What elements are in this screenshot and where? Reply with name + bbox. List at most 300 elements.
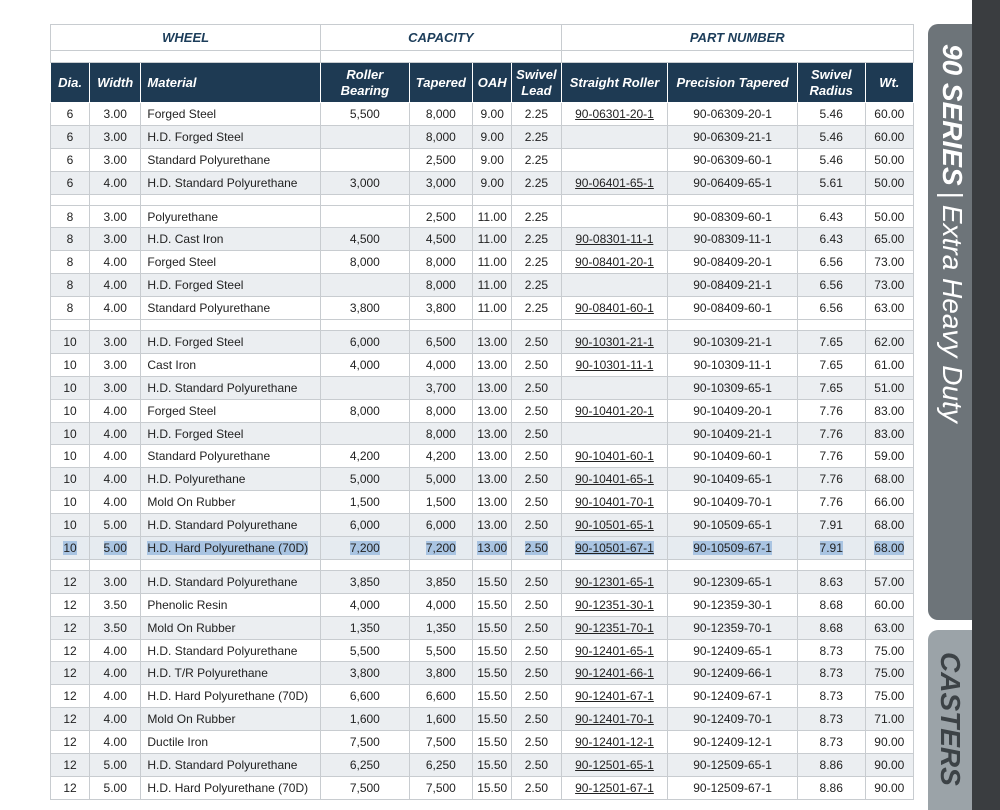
cell-width (90, 331, 141, 354)
cell-tapered (409, 616, 473, 639)
cell-material-text: H.D. Hard Polyurethane (70D) (147, 540, 309, 555)
cell-straight-roller-text[interactable]: 90-12401-67-1 (575, 689, 654, 704)
cell-roller-bearing-text: 4,000 (349, 597, 380, 612)
cell-width (90, 399, 141, 422)
cell-straight-roller[interactable] (561, 616, 668, 639)
cell-dia (51, 662, 90, 685)
cell-straight-roller-text[interactable]: 90-10501-65-1 (575, 518, 654, 533)
cell-width-text: 3.00 (103, 209, 127, 224)
cell-swivel-lead (512, 376, 561, 399)
cell-oah-text: 13.00 (477, 449, 508, 464)
cell-roller-bearing (321, 445, 409, 468)
cell-swivel-lead (512, 662, 561, 685)
cell-oah (473, 468, 512, 491)
cell-precision-tapered-text: 90-12409-67-1 (693, 689, 772, 704)
cell-swivel-lead-text: 2.50 (524, 334, 549, 349)
cell-swivel-lead-text: 2.25 (524, 152, 549, 167)
cell-wt (865, 171, 913, 194)
cell-straight-roller-text[interactable]: 90-12301-65-1 (575, 574, 654, 589)
cell-straight-roller-text[interactable]: 90-12351-30-1 (575, 597, 654, 612)
cell-material (141, 491, 321, 514)
cell-straight-roller (561, 125, 668, 148)
cell-roller-bearing (321, 103, 409, 126)
table-row (51, 422, 914, 445)
cell-straight-roller-text[interactable]: 90-12351-70-1 (575, 620, 654, 635)
cell-swivel-lead (512, 331, 561, 354)
cell-swivel-lead (512, 570, 561, 593)
cell-swivel-radius (797, 205, 865, 228)
cell-width-text: 4.00 (103, 278, 127, 293)
cell-material (141, 754, 321, 777)
cell-straight-roller-text[interactable]: 90-10401-70-1 (575, 495, 654, 510)
table-row (51, 331, 914, 354)
cell-oah (473, 662, 512, 685)
cell-oah-text: 9.00 (480, 175, 504, 190)
cell-width (90, 639, 141, 662)
cell-precision-tapered-text: 90-12359-30-1 (693, 597, 772, 612)
cell-material-text: H.D. Forged Steel (147, 334, 244, 349)
cell-swivel-lead (512, 205, 561, 228)
cell-straight-roller-text[interactable]: 90-10501-67-1 (575, 540, 654, 555)
cell-tapered (409, 228, 473, 251)
cell-straight-roller[interactable] (561, 731, 668, 754)
cell-material-text: H.D. Polyurethane (147, 472, 246, 487)
cell-straight-roller[interactable] (561, 754, 668, 777)
cell-width-text: 3.00 (103, 232, 127, 247)
cell-tapered (409, 639, 473, 662)
cell-dia-text: 12 (63, 689, 77, 704)
cell-tapered (409, 708, 473, 731)
cell-width (90, 103, 141, 126)
cell-tapered (409, 376, 473, 399)
cell-wt-text: 63.00 (874, 301, 905, 316)
col-swivel-lead: Swivel Lead (512, 63, 561, 103)
cell-straight-roller[interactable] (561, 331, 668, 354)
cell-dia-text: 12 (63, 735, 77, 750)
cell-swivel-radius (797, 171, 865, 194)
series-name: 90 SERIES (937, 44, 968, 186)
cell-straight-roller-text[interactable]: 90-06301-20-1 (575, 106, 654, 121)
cell-width-text: 3.00 (103, 574, 127, 589)
cell-tapered-text: 8,000 (425, 106, 456, 121)
cell-straight-roller[interactable] (561, 514, 668, 537)
cell-roller-bearing-text: 1,350 (349, 620, 380, 635)
table-row (51, 708, 914, 731)
cell-swivel-radius (797, 639, 865, 662)
cell-straight-roller[interactable] (561, 468, 668, 491)
cell-precision-tapered (668, 514, 797, 537)
cell-wt (865, 662, 913, 685)
cell-width (90, 662, 141, 685)
cell-roller-bearing (321, 171, 409, 194)
cell-roller-bearing-text: 4,500 (349, 232, 380, 247)
cell-swivel-radius-text: 6.43 (819, 232, 843, 247)
cell-oah (473, 251, 512, 274)
cell-straight-roller[interactable] (561, 537, 668, 560)
cell-roller-bearing-text: 4,000 (349, 357, 380, 372)
cell-tapered-text: 7,200 (425, 540, 456, 555)
cell-precision-tapered-text: 90-10409-70-1 (693, 495, 772, 510)
cell-dia-text: 12 (63, 620, 77, 635)
cell-roller-bearing (321, 205, 409, 228)
cell-straight-roller-text[interactable]: 90-10401-65-1 (575, 472, 654, 487)
table-row (51, 353, 914, 376)
cell-wt (865, 251, 913, 274)
cell-straight-roller[interactable] (561, 103, 668, 126)
table-row (51, 514, 914, 537)
cell-straight-roller[interactable] (561, 639, 668, 662)
cell-dia (51, 125, 90, 148)
cell-wt (865, 468, 913, 491)
cell-dia (51, 171, 90, 194)
cell-dia-text: 10 (63, 495, 77, 510)
cell-tapered-text: 4,000 (425, 357, 456, 372)
cell-material (141, 171, 321, 194)
cell-swivel-lead (512, 297, 561, 320)
cell-precision-tapered-text: 90-12359-70-1 (693, 620, 772, 635)
cell-swivel-radius (797, 297, 865, 320)
cell-swivel-radius (797, 662, 865, 685)
cell-oah-text: 15.50 (477, 597, 508, 612)
cell-dia (51, 616, 90, 639)
table-row (51, 125, 914, 148)
cell-tapered-text: 8,000 (425, 129, 456, 144)
cell-roller-bearing (321, 491, 409, 514)
cell-width (90, 708, 141, 731)
cell-width (90, 616, 141, 639)
series-tab-label (936, 44, 968, 423)
cell-precision-tapered-text: 90-12309-65-1 (693, 574, 772, 589)
cell-straight-roller-text[interactable]: 90-12401-12-1 (575, 735, 654, 750)
cell-swivel-radius-text: 6.56 (819, 278, 843, 293)
cell-wt-text: 50.00 (874, 175, 905, 190)
cell-straight-roller[interactable] (561, 228, 668, 251)
cell-material (141, 662, 321, 685)
cell-swivel-lead (512, 103, 561, 126)
cell-width-text: 4.00 (103, 735, 127, 750)
cell-width (90, 376, 141, 399)
cell-material-text: H.D. Forged Steel (147, 129, 244, 144)
cell-oah (473, 125, 512, 148)
cell-swivel-lead-text: 2.25 (524, 106, 549, 121)
cell-wt-text: 83.00 (874, 403, 905, 418)
cell-roller-bearing-text: 8,000 (349, 255, 380, 270)
cell-material (141, 205, 321, 228)
cell-oah (473, 297, 512, 320)
cell-straight-roller[interactable] (561, 570, 668, 593)
cell-oah (473, 399, 512, 422)
cell-tapered (409, 103, 473, 126)
cell-width-text: 3.00 (103, 357, 127, 372)
cell-precision-tapered-text: 90-10509-67-1 (693, 540, 772, 555)
cell-straight-roller[interactable] (561, 251, 668, 274)
cell-straight-roller-text[interactable]: 90-10401-20-1 (575, 403, 654, 418)
cell-wt (865, 103, 913, 126)
cell-oah (473, 331, 512, 354)
cell-swivel-radius-text: 7.76 (819, 426, 843, 441)
cell-dia (51, 468, 90, 491)
cell-wt-text: 73.00 (874, 255, 905, 270)
cell-straight-roller (561, 148, 668, 171)
cell-swivel-lead (512, 731, 561, 754)
cell-wt (865, 422, 913, 445)
cell-tapered-text: 4,200 (425, 449, 456, 464)
cell-swivel-radius-text: 8.63 (819, 574, 843, 589)
cell-straight-roller[interactable] (561, 708, 668, 731)
cell-material (141, 251, 321, 274)
cell-material (141, 445, 321, 468)
cell-tapered-text: 2,500 (425, 152, 456, 167)
cell-material (141, 228, 321, 251)
cell-swivel-lead-text: 2.25 (524, 255, 549, 270)
cell-straight-roller-text[interactable]: 90-08401-20-1 (575, 255, 654, 270)
cell-precision-tapered (668, 103, 797, 126)
cell-precision-tapered (668, 662, 797, 685)
cell-width (90, 468, 141, 491)
cell-swivel-radius-text: 7.65 (819, 334, 843, 349)
table-row (51, 616, 914, 639)
cell-oah-text: 15.50 (477, 620, 508, 635)
col-swivel-radius: Swivel Radius (797, 63, 865, 103)
cell-swivel-lead (512, 228, 561, 251)
cell-straight-roller[interactable] (561, 445, 668, 468)
table-row (51, 297, 914, 320)
series-separator: | (937, 191, 968, 199)
group-header-row (51, 25, 914, 51)
cell-wt-text: 51.00 (874, 380, 905, 395)
cell-dia-text: 10 (63, 426, 77, 441)
cell-straight-roller[interactable] (561, 399, 668, 422)
cell-straight-roller[interactable] (561, 171, 668, 194)
col-tapered: Tapered (409, 63, 473, 103)
cell-swivel-lead (512, 491, 561, 514)
cell-tapered (409, 445, 473, 468)
cell-oah-text: 13.00 (477, 334, 508, 349)
cell-material-text: H.D. Standard Polyurethane (147, 380, 298, 395)
cell-straight-roller-text[interactable]: 90-10301-11-1 (575, 357, 654, 372)
cell-straight-roller-text[interactable]: 90-10401-60-1 (575, 449, 654, 464)
cell-precision-tapered (668, 616, 797, 639)
cell-dia (51, 754, 90, 777)
cell-width (90, 776, 141, 799)
cell-oah-text: 11.00 (477, 255, 507, 270)
table-row (51, 171, 914, 194)
cell-dia-text: 8 (66, 232, 74, 247)
cell-oah-text: 15.50 (477, 574, 508, 589)
cell-roller-bearing (321, 297, 409, 320)
cell-precision-tapered (668, 171, 797, 194)
cell-width-text: 4.00 (103, 449, 127, 464)
cell-tapered (409, 422, 473, 445)
cell-straight-roller[interactable] (561, 491, 668, 514)
cell-tapered (409, 468, 473, 491)
cell-swivel-lead (512, 708, 561, 731)
cell-dia (51, 514, 90, 537)
cell-swivel-radius-text: 8.73 (819, 689, 843, 704)
cell-wt (865, 708, 913, 731)
cell-material (141, 125, 321, 148)
cell-roller-bearing (321, 537, 409, 560)
cell-dia (51, 422, 90, 445)
cell-roller-bearing (321, 274, 409, 297)
cell-width-text: 5.00 (103, 757, 127, 772)
cell-oah (473, 616, 512, 639)
cell-wt (865, 353, 913, 376)
cell-material (141, 776, 321, 799)
cell-tapered (409, 353, 473, 376)
cell-wt-text: 65.00 (874, 232, 905, 247)
cell-dia (51, 148, 90, 171)
cell-oah-text: 9.00 (480, 129, 504, 144)
cell-precision-tapered-text: 90-12509-67-1 (693, 780, 772, 795)
cell-straight-roller-text[interactable]: 90-12501-67-1 (575, 780, 654, 795)
cell-straight-roller-text[interactable]: 90-12401-70-1 (575, 712, 654, 727)
cell-tapered-text: 8,000 (425, 255, 456, 270)
cell-swivel-lead (512, 514, 561, 537)
cell-tapered (409, 593, 473, 616)
cell-straight-roller-text[interactable]: 90-12401-65-1 (575, 643, 654, 658)
cell-wt-text: 60.00 (874, 106, 905, 121)
cell-precision-tapered (668, 468, 797, 491)
cell-width-text: 4.00 (103, 689, 127, 704)
cell-straight-roller-text[interactable]: 90-08401-60-1 (575, 301, 654, 316)
cell-width (90, 148, 141, 171)
cell-swivel-radius (797, 514, 865, 537)
cell-swivel-lead-text: 2.25 (524, 301, 549, 316)
cell-width-text: 4.00 (103, 495, 127, 510)
cell-swivel-radius-text: 7.91 (819, 540, 843, 555)
col-oah: OAH (473, 63, 512, 103)
cell-swivel-radius-text: 8.73 (819, 666, 843, 681)
cell-material (141, 422, 321, 445)
cell-swivel-lead-text: 2.50 (524, 380, 549, 395)
cell-tapered (409, 148, 473, 171)
cell-material-text: Standard Polyurethane (147, 152, 271, 167)
cell-dia (51, 537, 90, 560)
cell-width-text: 3.00 (103, 380, 127, 395)
cell-oah (473, 274, 512, 297)
cell-wt (865, 125, 913, 148)
cell-tapered-text: 8,000 (425, 278, 456, 293)
cell-precision-tapered (668, 297, 797, 320)
cell-roller-bearing-text: 3,850 (349, 574, 380, 589)
cell-straight-roller[interactable] (561, 593, 668, 616)
cell-oah (473, 754, 512, 777)
cell-straight-roller-text[interactable]: 90-08301-11-1 (575, 232, 654, 247)
cell-oah-text: 11.00 (477, 232, 507, 247)
cell-wt-text: 68.00 (874, 518, 905, 533)
table-row (51, 662, 914, 685)
cell-straight-roller[interactable] (561, 662, 668, 685)
cell-oah (473, 685, 512, 708)
cell-wt-text: 66.00 (874, 495, 905, 510)
cell-precision-tapered-text: 90-08309-60-1 (693, 209, 772, 224)
cell-width (90, 125, 141, 148)
cell-wt (865, 685, 913, 708)
casters-tab-label: CASTERS (935, 652, 966, 786)
cell-swivel-lead-text: 2.50 (524, 518, 549, 533)
cell-width-text: 3.00 (103, 152, 127, 167)
cell-swivel-radius-text: 7.65 (819, 357, 843, 372)
cell-roller-bearing (321, 662, 409, 685)
cell-wt (865, 445, 913, 468)
cell-precision-tapered-text: 90-06309-60-1 (693, 152, 772, 167)
cell-tapered (409, 274, 473, 297)
cell-tapered-text: 5,000 (425, 472, 456, 487)
cell-straight-roller (561, 205, 668, 228)
cell-straight-roller-text[interactable]: 90-12501-65-1 (575, 757, 654, 772)
cell-wt-text: 63.00 (874, 620, 905, 635)
cell-roller-bearing (321, 148, 409, 171)
cell-wt (865, 616, 913, 639)
cell-straight-roller[interactable] (561, 297, 668, 320)
cell-swivel-lead (512, 537, 561, 560)
cell-wt (865, 754, 913, 777)
cell-width-text: 4.00 (103, 666, 127, 681)
cell-straight-roller-text[interactable]: 90-06401-65-1 (575, 175, 654, 190)
cell-tapered-text: 3,800 (425, 301, 456, 316)
cell-precision-tapered (668, 570, 797, 593)
cell-dia-text: 6 (66, 152, 74, 167)
cell-tapered-text: 6,600 (425, 689, 456, 704)
cell-wt (865, 205, 913, 228)
cell-roller-bearing (321, 685, 409, 708)
cell-dia-text: 10 (63, 380, 77, 395)
cell-swivel-radius (797, 274, 865, 297)
cell-straight-roller (561, 422, 668, 445)
cell-straight-roller-text[interactable]: 90-12401-66-1 (575, 666, 654, 681)
cell-straight-roller-text[interactable]: 90-10301-21-1 (575, 334, 654, 349)
cell-swivel-lead (512, 353, 561, 376)
cell-swivel-radius (797, 125, 865, 148)
cell-precision-tapered-text: 90-12409-70-1 (693, 712, 772, 727)
cell-straight-roller[interactable] (561, 776, 668, 799)
table-row (51, 731, 914, 754)
table-row (51, 639, 914, 662)
cell-material (141, 148, 321, 171)
cell-wt-text: 90.00 (874, 780, 905, 795)
cell-dia (51, 103, 90, 126)
cell-material-text: H.D. Standard Polyurethane (147, 518, 298, 533)
cell-material-text: H.D. Hard Polyurethane (70D) (147, 780, 309, 795)
cell-straight-roller[interactable] (561, 353, 668, 376)
cell-tapered-text: 7,500 (425, 735, 456, 750)
cell-width-text: 3.50 (103, 597, 127, 612)
cell-width-text: 4.00 (103, 301, 127, 316)
cell-material-text: H.D. Standard Polyurethane (147, 757, 298, 772)
cell-oah (473, 708, 512, 731)
cell-oah (473, 639, 512, 662)
cell-straight-roller[interactable] (561, 685, 668, 708)
cell-oah-text: 13.00 (477, 472, 508, 487)
cell-swivel-radius-text: 8.73 (819, 712, 843, 727)
cell-swivel-radius (797, 731, 865, 754)
cell-oah (473, 445, 512, 468)
cell-swivel-lead-text: 2.50 (524, 780, 549, 795)
table-row (51, 251, 914, 274)
cell-precision-tapered (668, 251, 797, 274)
cell-roller-bearing-text: 3,800 (349, 666, 380, 681)
cell-width (90, 274, 141, 297)
cell-dia (51, 251, 90, 274)
cell-wt (865, 228, 913, 251)
col-width: Width (90, 63, 141, 103)
cell-roller-bearing (321, 468, 409, 491)
cell-oah (473, 422, 512, 445)
cell-width-text: 3.00 (103, 129, 127, 144)
cell-dia-text: 10 (63, 449, 77, 464)
cell-wt-text: 57.00 (874, 574, 905, 589)
